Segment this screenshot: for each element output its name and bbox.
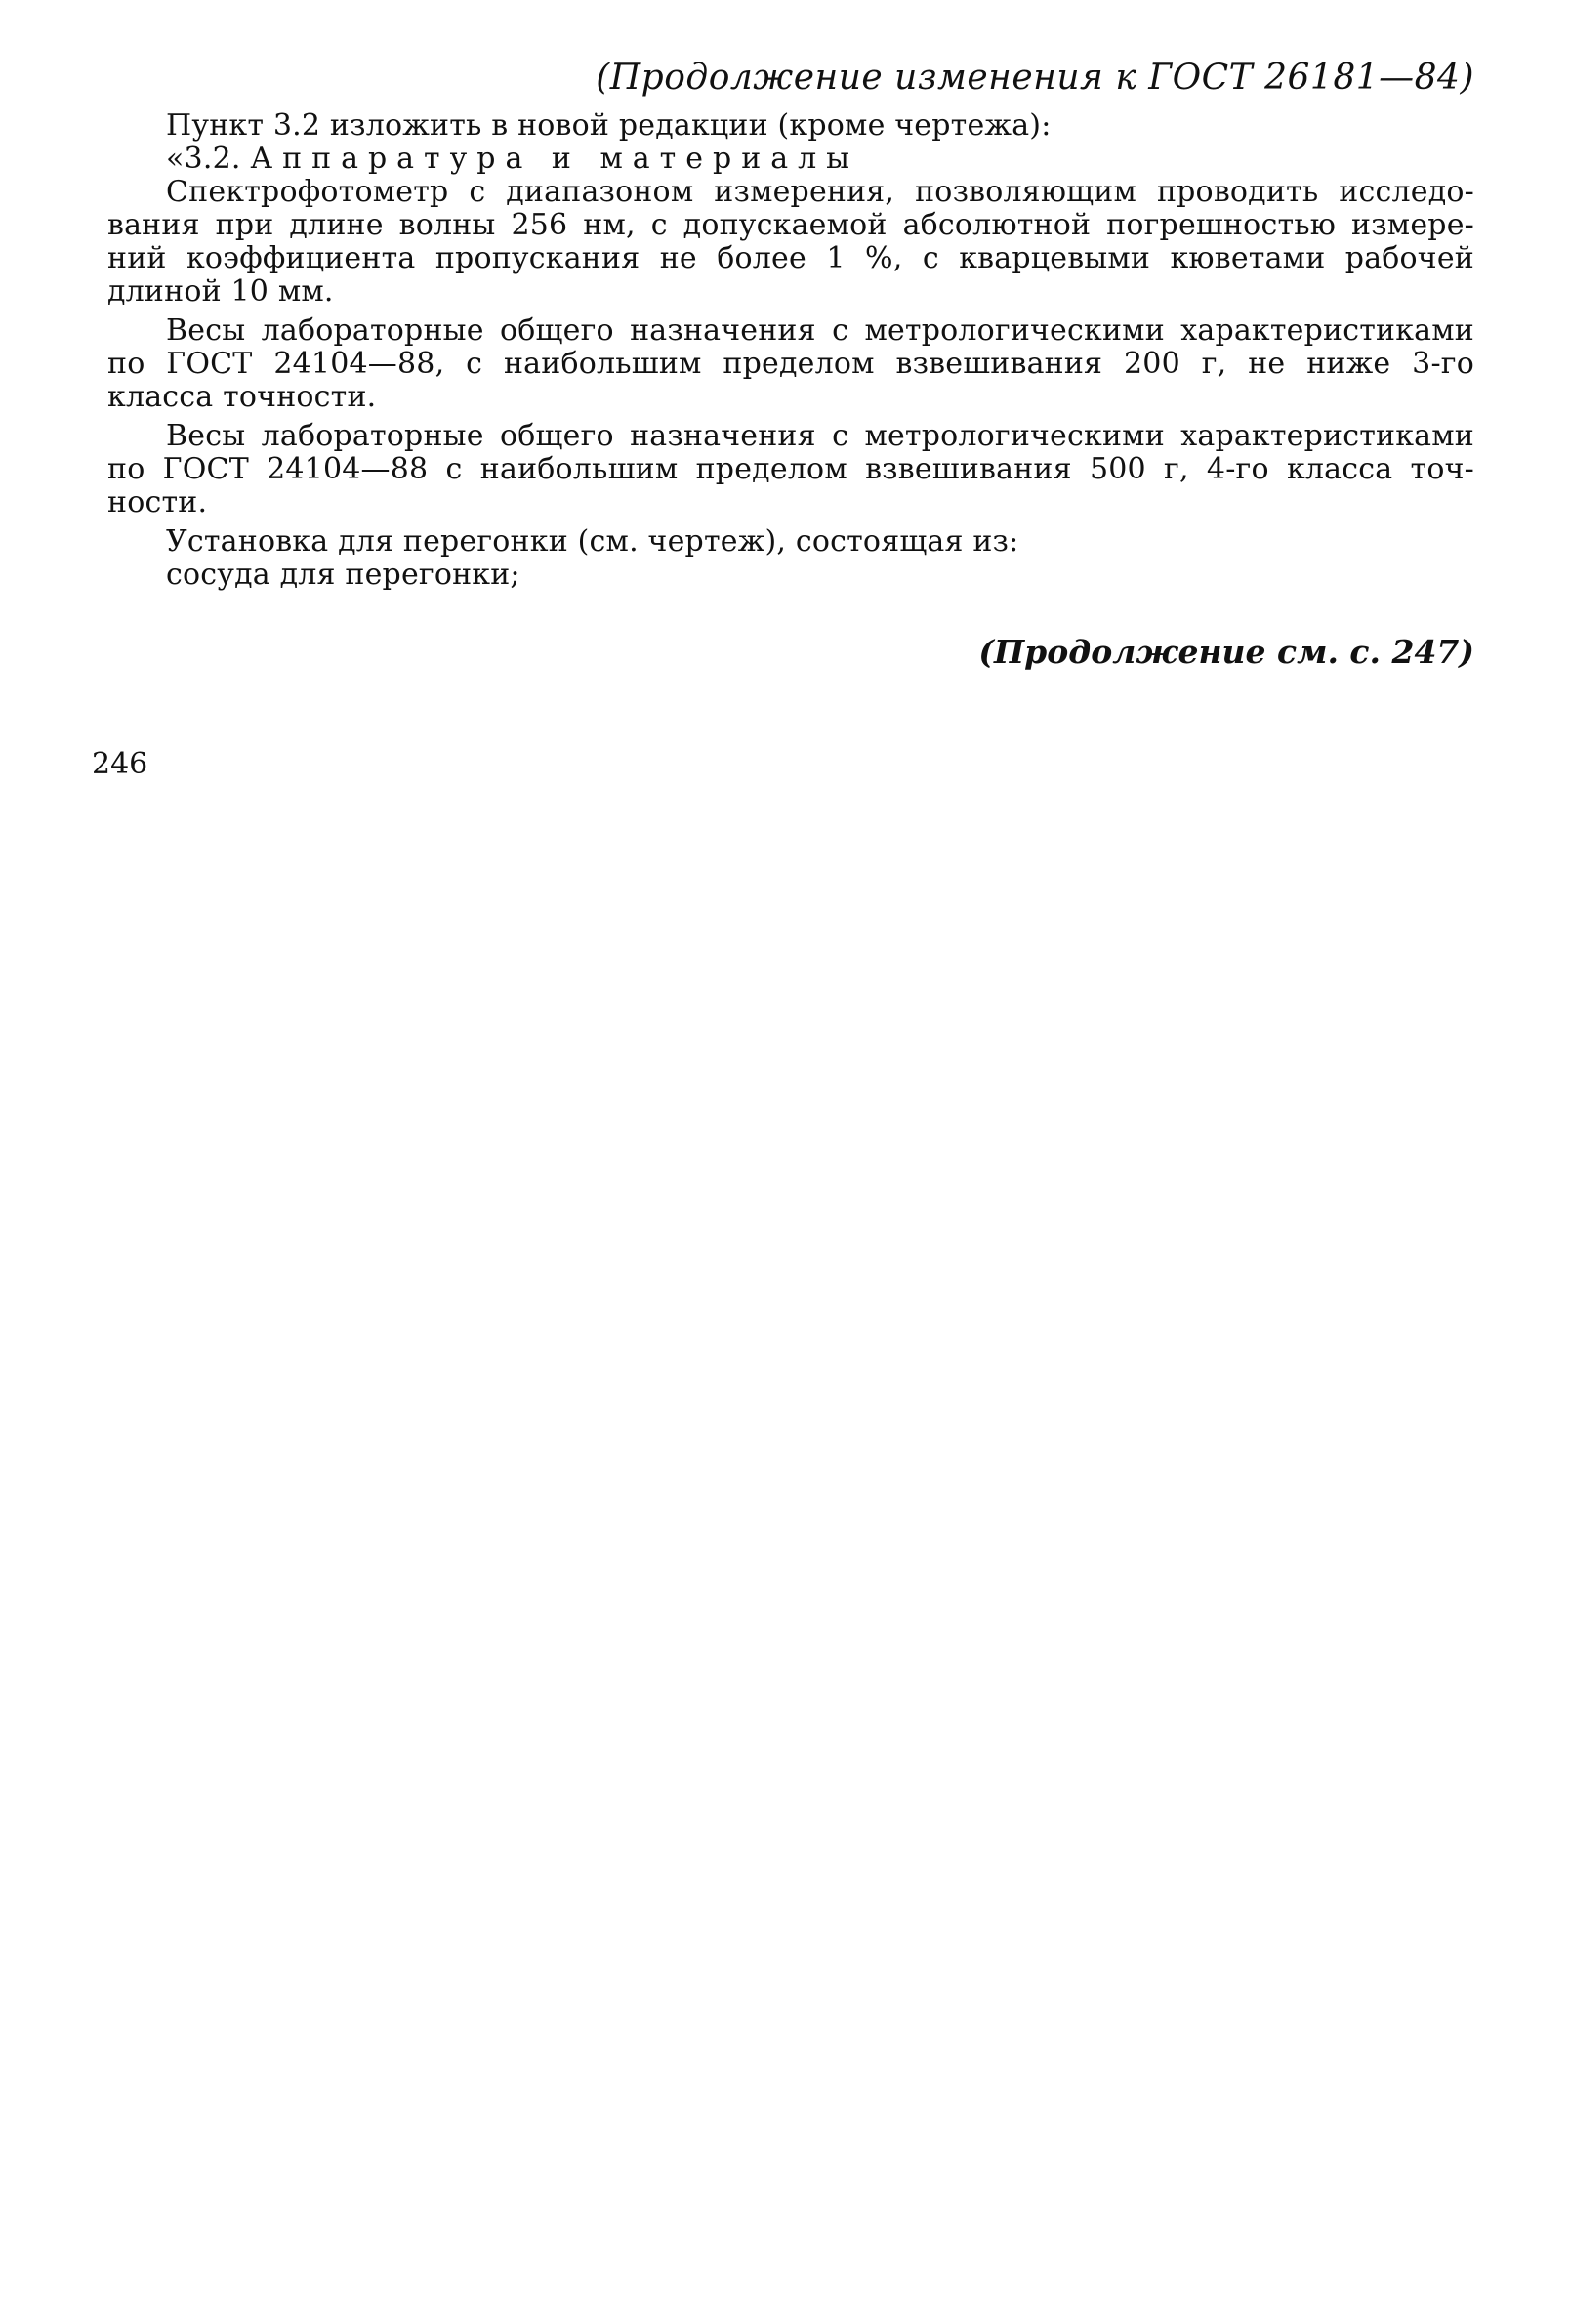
continuation-note: (Продолжение см. с. 247) bbox=[978, 633, 1474, 671]
section-number: «3.2. bbox=[166, 142, 241, 176]
paragraph-line: по ГОСТ 24104—88, с наибольшим пределом взвешивания 200 г, не ниже 3-го bbox=[107, 347, 1474, 381]
paragraph-line: ний коэффициента пропускания не более 1 %, с кварцевыми кюветами рабочей bbox=[107, 241, 1474, 275]
section-title bbox=[166, 143, 1474, 176]
section-heading-text: Аппаратура и материалы bbox=[250, 142, 860, 176]
paragraph-line: ности. bbox=[107, 485, 208, 519]
running-header: (Продолжение изменения к ГОСТ 26181—84) bbox=[596, 58, 1474, 98]
paragraph-line: Спектрофотометр с диапазоном измерения, позволяющим проводить исследо- bbox=[166, 175, 1474, 209]
paragraph-line: вания при длине волны 256 нм, с допускаемой абсолютной погрешностью измере- bbox=[107, 208, 1474, 242]
paragraph-scales-200 bbox=[107, 313, 1474, 414]
paragraph-distillation-vessel: сосуда для перегонки; bbox=[166, 558, 520, 592]
paragraph-line: длиной 10 мм. bbox=[107, 274, 334, 309]
intro-line: Пункт 3.2 изложить в новой редакции (кроме чертежа): bbox=[166, 108, 1052, 143]
paragraph-line: по ГОСТ 24104—88 с наибольшим пределом взвешивания 500 г, 4-го класса точ- bbox=[107, 452, 1474, 486]
paragraph-line: Весы лабораторные общего назначения с метрологическими характеристиками bbox=[166, 419, 1474, 453]
paragraph-spectrophotometer bbox=[107, 175, 1474, 309]
paragraph-distillation-setup: Установка для перегонки (см. чертеж), состоящая из: bbox=[166, 524, 1019, 559]
page-number: 246 bbox=[92, 747, 148, 781]
paragraph-scales-500 bbox=[107, 419, 1474, 519]
paragraph-line: Весы лабораторные общего назначения с метрологическими характеристиками bbox=[166, 313, 1474, 348]
document-body bbox=[107, 108, 1474, 592]
paragraph-line: класса точности. bbox=[107, 380, 377, 414]
